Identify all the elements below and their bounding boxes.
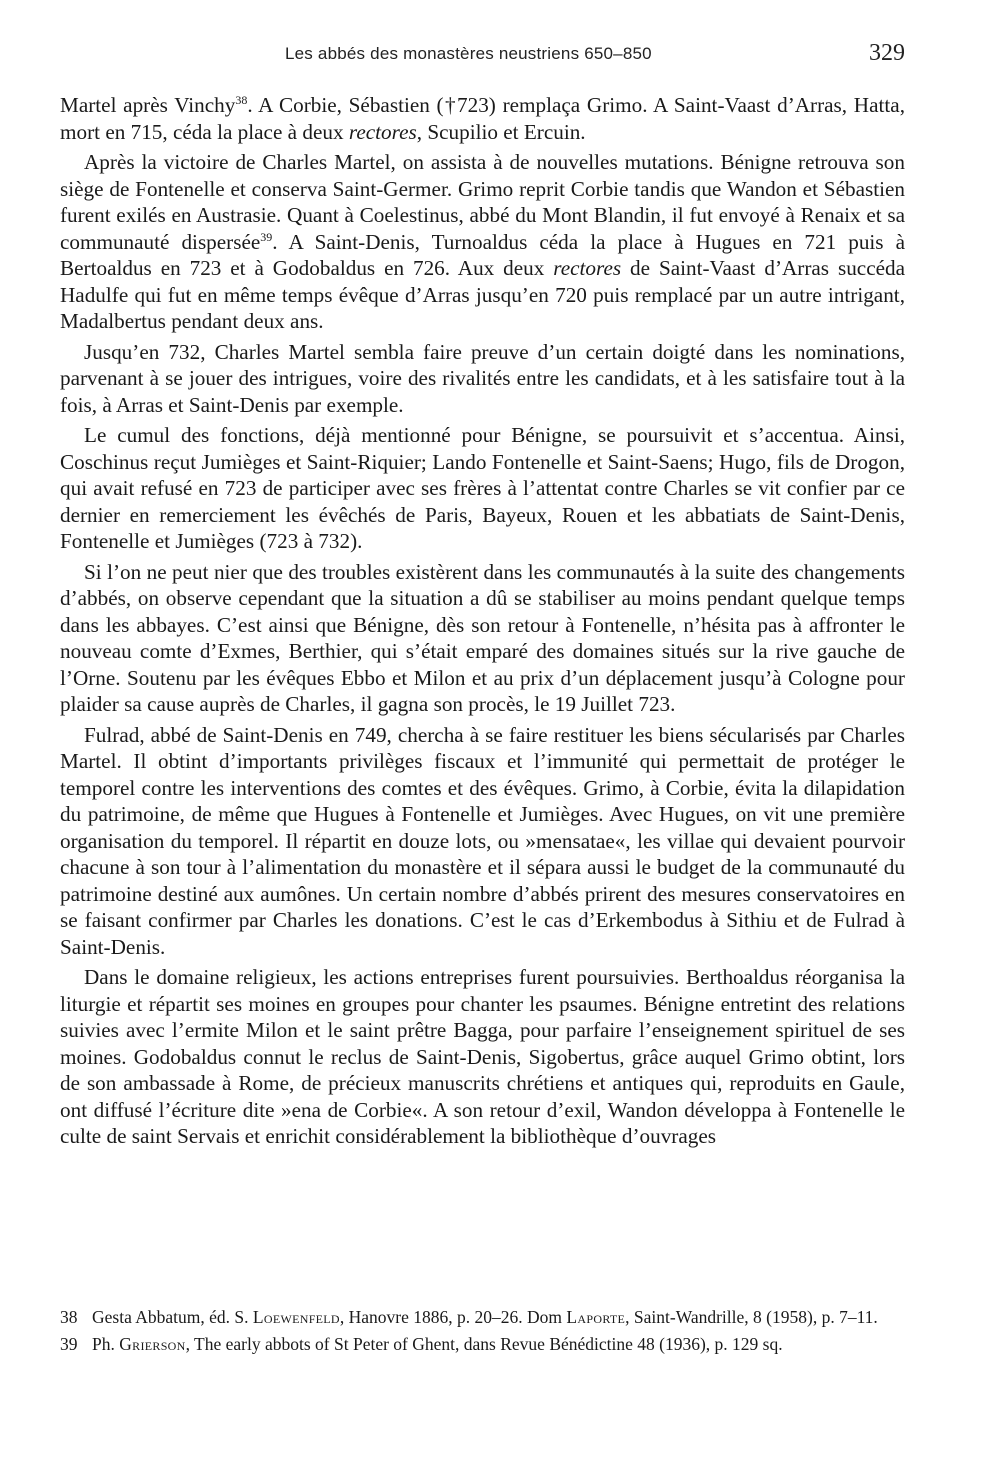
text-run: Fulrad, abbé de Saint-Denis en 749, chercha à se faire restituer les biens sécularisés par Charles Martel. Il obtint d’importants privilèges fiscaux et l’immunité qui permettait de protéger le temporel contre les interventions des comtes et des évêques. Grimo, à Corbie, évita la dilapidation du patrimoine, de même que Hugues à Fontenelle et Jumièges. Avec Hugues, on vit une première organisation du temporel. Il répartit en douze lots, ou »mensatae«, les villae qui devaient pourvoir chacune à son tour à l’alimentation du monastère et il sépara aussi le budget de la communauté du patrimoine destiné aux aumônes. Un certain nombre d’abbés prirent des mesures conservatoires en se faisant confirmer par Charles les donations. C’est le cas d’Erkembodus à Sithiu et de Fulrad à Saint-Denis. [60,722,905,959]
footnote-ref: 39 [260,229,273,244]
running-head [0,40,1000,74]
text-run: Gesta Abbatum, éd. S. [92,1307,253,1327]
author-name: Loewenfeld [252,1307,340,1327]
footnote-ref: 38 [235,93,248,107]
text-run: Si l’on ne peut nier que des troubles existèrent dans les communautés à la suite des changements d’abbés, on observe cependant que la situation a dû se stabiliser au moins pendant quelque temps dans les abbayes. C’est ainsi que Bénigne, dès son retour à Fontenelle, n’hésita pas à affronter le nouveau comte d’Exmes, Berthier, qui s’était emparé des domaines situés sur la rive gauche de l’Orne. Soutenu par les évêques Ebbo et Milon et au prix d’un déplacement jusqu’à Cologne pour plaider sa cause auprès de Charles, il gagna son procès, le 19 Juillet 723. [60,559,905,716]
page-number: 329 [869,40,905,66]
footnote-number: 39 [60,1334,78,1354]
italic-term: rectores [553,256,622,280]
paragraph [60,559,905,718]
text-run: , Hanovre 1886, p. 20–26. Dom [339,1307,567,1327]
text-run: , Scupilio et Ercuin. [416,119,586,144]
footnote [60,1333,905,1356]
paragraph [60,722,905,961]
author-name: Grierson [119,1334,186,1354]
text-run: , Saint-Wandrille, 8 (1958), p. 7–11. [625,1307,878,1327]
text-run: , The early abbots of St Peter of Ghent, dans Revue Bénédictine 48 (1936), p. 129 sq. [185,1334,783,1354]
paragraph [60,339,905,419]
body-text [60,92,905,1150]
footnote-number: 38 [60,1307,78,1327]
text-run: . A Corbie, Sébastien (†723) remplaça Grimo. A Saint-Vaast d’Arras, Hatta, mort en 715, céda la place à deux [60,93,905,144]
text-run: . A Saint-Denis, Turnoaldus céda la place à Hugues en 721 puis à Bertoaldus en 723 et à Godobaldus en 726. Aux deux [60,229,905,280]
text-run: Le cumul des fonctions, déjà mentionné pour Bénigne, se poursuivit et s’accentua. Ainsi, Coschinus reçut Jumièges et Saint-Riquier; Lando Fontenelle et Saint-Saens; Hugo, fils de Drogon, qui avait refusé en 723 de participer avec ses frères à l’attentat contre Charles se vit confier par ce dernier en remerciement les évêchés de Paris, Bayeux, Rouen et les abbatiats de Saint-Denis, Fontenelle et Jumièges (723 à 732). [60,423,905,553]
footnotes [60,1306,905,1360]
running-title: Les abbés des monastères neustriens 650–850 [285,44,652,63]
footnote [60,1306,905,1329]
text-run: Jusqu’en 732, Charles Martel sembla faire preuve d’un certain doigté dans les nominations, parvenant à se jouer des intrigues, voire des rivalités entre les candidats, et à les satisfaire tout à la fois, à Arras et Saint-Denis par exemple. [60,339,905,417]
text-run: Après la victoire de Charles Martel, on assista à de nouvelles mutations. Bénigne retrouva son siège de Fontenelle et conserva Saint-Germer. Grimo reprit Corbie tandis que Wandon et Sébastien furent exilés en Austrasie. Quant à Coelestinus, abbé du Mont Blandin, il fut envoyé à Renaix et sa communauté dispersée [60,150,905,254]
paragraph [60,92,905,145]
italic-term: rectores [348,119,417,144]
paragraph [60,964,905,1150]
text-run: de Saint-Vaast d’Arras succéda Hadulfe qui fut en même temps évêque d’Arras jusqu’en 720 puis remplacé par un autre intrigant, Madalbertus pendant deux ans. [60,256,906,333]
paragraph [60,422,905,555]
author-name: Laporte [566,1307,626,1327]
text-run: Martel après Vinchy [60,93,236,117]
text-run: Dans le domaine religieux, les actions entreprises furent poursuivies. Berthoaldus réorganisa la liturgie et répartit ses moines en groupes pour chanter les psaumes. Bénigne entretint des relations suivies avec l’ermite Milon et le saint prêtre Bagga, pour parfaire l’enseignement spirituel de ses moines. Godobaldus connut le reclus de Saint-Denis, Sigobertus, grâce auquel Grimo obtint, lors de son ambassade à Rome, de précieux manuscrits chrétiens et antiques qui, reproduits en Gaule, ont diffusé l’écriture dite »ena de Corbie«. A son retour d’exil, Wandon développa à Fontenelle le culte de saint Servais et enrichit considérablement la bibliothèque d’ouvrages [60,965,905,1148]
paragraph [60,149,905,335]
text-run: Ph. [92,1334,120,1354]
